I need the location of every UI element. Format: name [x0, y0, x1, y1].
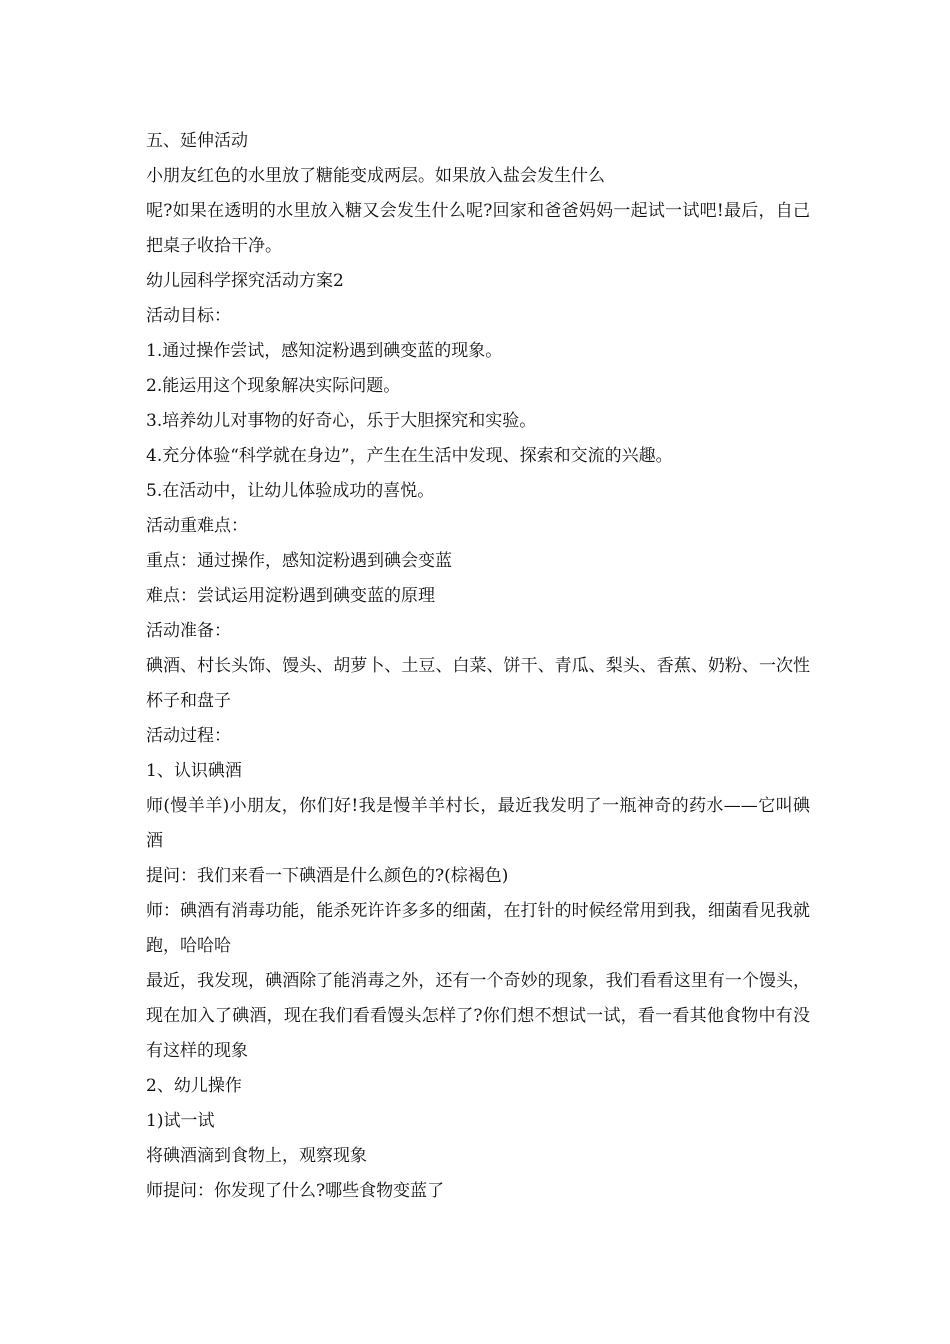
section-heading-key-points: 活动重难点：: [146, 516, 248, 536]
document-body: [146, 124, 810, 1209]
sub-heading: 1、认识碘酒: [146, 761, 242, 781]
list-item: 1.通过操作尝试，感知淀粉遇到碘变蓝的现象。: [146, 341, 503, 361]
list-item: 4.充分体验“科学就在身边”，产生在生活中发现、探索和交流的兴趣。: [146, 446, 673, 466]
list-item: 3.培养幼儿对事物的好奇心，乐于大胆探究和实验。: [146, 411, 537, 431]
section-heading-goals: 活动目标：: [146, 306, 231, 326]
list-item: 2.能运用这个现象解决实际问题。: [146, 376, 401, 396]
paragraph: 最近，我发现，碘酒除了能消毒之外，还有一个奇妙的现象，我们看看这里有一个馒头，现在加入了碘酒，现在我们看看馒头怎样了?你们想不想试一试，看一看其他食物中有没有这样的现象: [146, 971, 810, 1061]
paragraph: 碘酒、村长头饰、馒头、胡萝卜、土豆、白菜、饼干、青瓜、梨头、香蕉、奶粉、一次性杯子和盘子: [146, 656, 810, 711]
paragraph-line: 师提问：你发现了什么?哪些食物变蓝了: [146, 1181, 445, 1201]
paragraph-line: 提问：我们来看一下碘酒是什么颜色的?(棕褐色): [146, 866, 509, 886]
paragraph-line: 将碘酒滴到食物上，观察现象: [146, 1146, 367, 1166]
paragraph-line: 重点：通过操作，感知淀粉遇到碘会变蓝: [146, 551, 452, 571]
section-heading-preparation: 活动准备：: [146, 621, 231, 641]
paragraph-line: 小朋友红色的水里放了糖能变成两层。如果放入盐会发生什么: [146, 166, 605, 186]
list-item: 5.在活动中，让幼儿体验成功的喜悦。: [146, 481, 435, 501]
sub-heading: 2、幼儿操作: [146, 1076, 242, 1096]
sub-heading: 1)试一试: [146, 1111, 215, 1131]
paragraph: 呢?如果在透明的水里放入糖又会发生什么呢?回家和爸爸妈妈一起试一试吧!最后，自己把桌子收拾干净。: [146, 201, 810, 256]
paragraph: 师(慢羊羊)小朋友，你们好!我是慢羊羊村长，最近我发明了一瓶神奇的药水——它叫碘酒: [146, 796, 810, 851]
paragraph-line: 难点：尝试运用淀粉遇到碘变蓝的原理: [146, 586, 435, 606]
paragraph: 师：碘酒有消毒功能，能杀死许许多多的细菌，在打针的时候经常用到我，细菌看见我就跑，哈哈哈: [146, 901, 810, 956]
plan-title: 幼儿园科学探究活动方案2: [146, 271, 344, 291]
section-heading-process: 活动过程：: [146, 726, 231, 746]
section-heading-extension: 五、延伸活动: [146, 131, 248, 151]
